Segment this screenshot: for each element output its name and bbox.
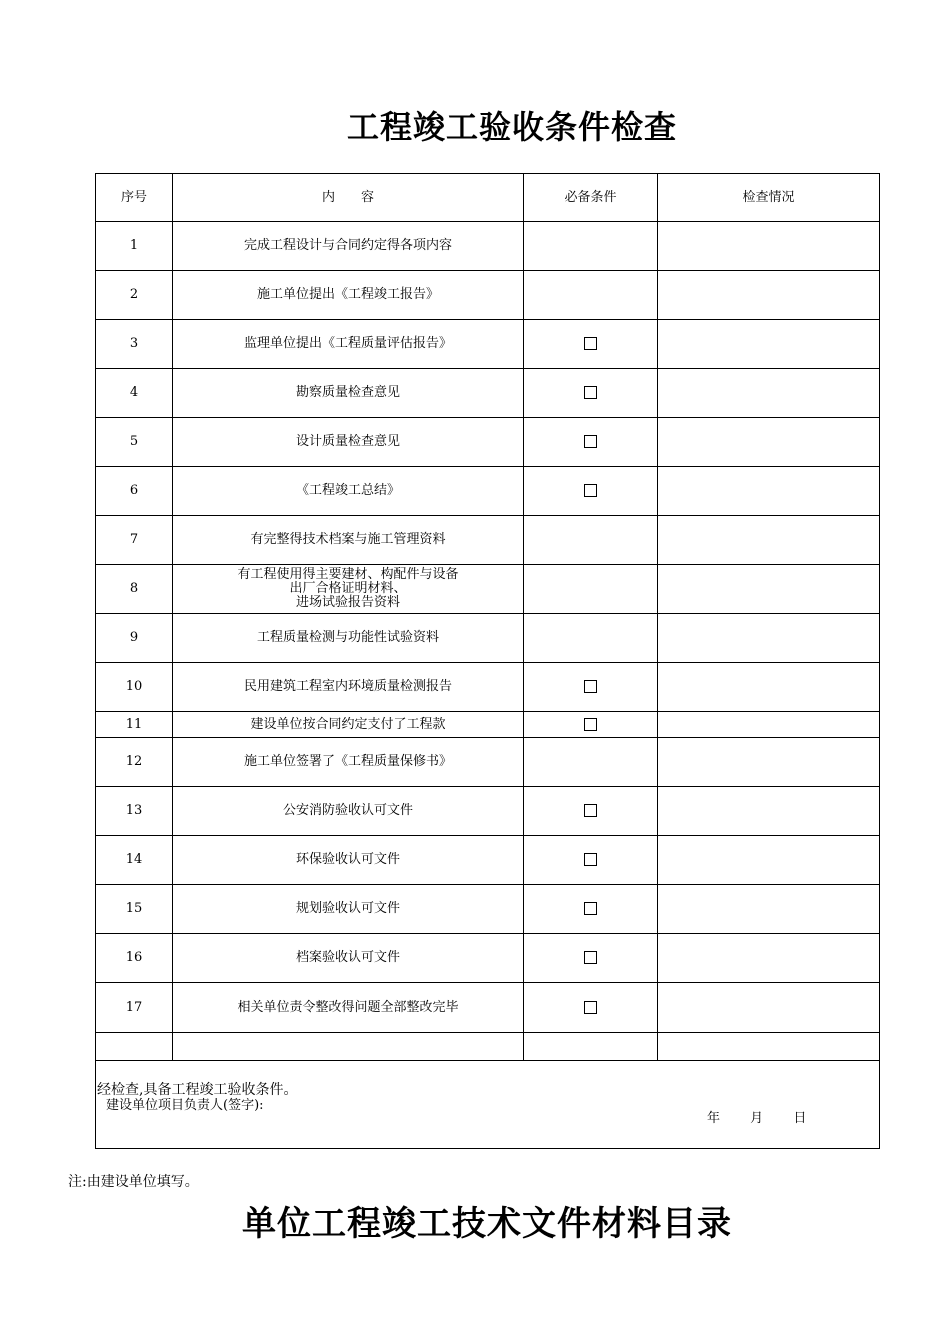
row-required xyxy=(524,934,658,983)
row-content-line: 出厂合格证明材料、 xyxy=(289,581,407,596)
row-seq: 12 xyxy=(96,738,173,787)
row-seq: 8 xyxy=(96,565,173,614)
checkbox[interactable] xyxy=(584,484,597,497)
row-content: 公安消防验收认可文件 xyxy=(173,787,524,836)
table-row xyxy=(96,836,880,885)
page-title: 工程竣工验收条件检查 xyxy=(346,108,677,146)
row-content: 有完整得技术档案与施工管理资料 xyxy=(173,516,524,565)
row-status xyxy=(658,934,880,983)
header-seq: 序号 xyxy=(96,174,173,222)
header-required: 必备条件 xyxy=(524,174,658,222)
row-required xyxy=(524,320,658,369)
row-required xyxy=(524,271,658,320)
table-row xyxy=(96,614,880,663)
row-seq: 11 xyxy=(96,712,173,738)
section-title: 单位工程竣工技术文件材料目录 xyxy=(242,1204,732,1244)
row-seq: 2 xyxy=(96,271,173,320)
row-required xyxy=(524,885,658,934)
table-row xyxy=(96,663,880,712)
row-status xyxy=(658,565,880,614)
row-content: 档案验收认可文件 xyxy=(173,934,524,983)
date-year: 年 xyxy=(707,1111,721,1126)
header-status: 检查情况 xyxy=(658,174,880,222)
checkbox[interactable] xyxy=(584,718,597,731)
footnote: 注:由建设单位填写。 xyxy=(68,1174,199,1190)
table-row xyxy=(96,885,880,934)
signature-cell xyxy=(96,1061,880,1149)
table-row xyxy=(96,983,880,1033)
row-required xyxy=(524,467,658,516)
row-content xyxy=(173,565,524,614)
row-content: 工程质量检测与功能性试验资料 xyxy=(173,614,524,663)
row-seq: 16 xyxy=(96,934,173,983)
checkbox[interactable] xyxy=(584,435,597,448)
row-content: 施工单位提出《工程竣工报告》 xyxy=(173,271,524,320)
row-status xyxy=(658,983,880,1033)
row-content-line: 进场试验报告资料 xyxy=(295,595,400,610)
table-header-row xyxy=(96,174,880,222)
row-required xyxy=(524,787,658,836)
row-status xyxy=(658,614,880,663)
checkbox[interactable] xyxy=(584,386,597,399)
row-status xyxy=(658,369,880,418)
row-seq: 15 xyxy=(96,885,173,934)
row-seq: 7 xyxy=(96,516,173,565)
row-required xyxy=(524,418,658,467)
row-content: 设计质量检查意见 xyxy=(173,418,524,467)
table-row xyxy=(96,712,880,738)
row-status xyxy=(658,712,880,738)
row-required xyxy=(524,222,658,271)
row-content: 建设单位按合同约定支付了工程款 xyxy=(173,712,524,738)
signature-row xyxy=(96,1061,880,1149)
row-content: 监理单位提出《工程质量评估报告》 xyxy=(173,320,524,369)
row-status xyxy=(658,516,880,565)
checkbox[interactable] xyxy=(584,804,597,817)
checkbox[interactable] xyxy=(584,337,597,350)
row-seq: 5 xyxy=(96,418,173,467)
checklist-table xyxy=(95,173,880,1149)
inspection-conclusion: 经检查,具备工程竣工验收条件。 xyxy=(97,1082,298,1098)
row-content-line: 有工程使用得主要建材、构配件与设备 xyxy=(237,567,459,582)
row-content: 相关单位责令整改得问题全部整改完毕 xyxy=(173,983,524,1033)
row-required xyxy=(524,983,658,1033)
row-status xyxy=(658,836,880,885)
row-status xyxy=(658,271,880,320)
row-status xyxy=(658,738,880,787)
table-row xyxy=(96,467,880,516)
checkbox[interactable] xyxy=(584,902,597,915)
row-seq: 17 xyxy=(96,983,173,1033)
checkbox[interactable] xyxy=(584,853,597,866)
row-content: 《工程竣工总结》 xyxy=(173,467,524,516)
row-seq: 4 xyxy=(96,369,173,418)
table-row xyxy=(96,320,880,369)
header-content: 内 容 xyxy=(173,174,524,222)
row-required xyxy=(524,369,658,418)
checkbox[interactable] xyxy=(584,951,597,964)
row-required xyxy=(524,565,658,614)
row-content: 规划验收认可文件 xyxy=(173,885,524,934)
table-row xyxy=(96,222,880,271)
row-status xyxy=(658,222,880,271)
row-required xyxy=(524,712,658,738)
row-status xyxy=(658,320,880,369)
table-row xyxy=(96,516,880,565)
table-row xyxy=(96,418,880,467)
row-seq: 9 xyxy=(96,614,173,663)
checkbox[interactable] xyxy=(584,680,597,693)
row-status xyxy=(658,418,880,467)
table-row xyxy=(96,787,880,836)
date-month: 月 xyxy=(750,1111,764,1126)
row-seq: 14 xyxy=(96,836,173,885)
row-content: 施工单位签署了《工程质量保修书》 xyxy=(173,738,524,787)
row-content: 完成工程设计与合同约定得各项内容 xyxy=(173,222,524,271)
table-row xyxy=(96,738,880,787)
row-required xyxy=(524,738,658,787)
row-status xyxy=(658,467,880,516)
row-content: 民用建筑工程室内环境质量检测报告 xyxy=(173,663,524,712)
table-row-empty xyxy=(96,1033,880,1061)
row-status xyxy=(658,885,880,934)
checkbox[interactable] xyxy=(584,1001,597,1014)
signature-label: 建设单位项目负责人(签字): xyxy=(106,1098,264,1113)
row-seq: 1 xyxy=(96,222,173,271)
row-status xyxy=(658,663,880,712)
row-status xyxy=(658,787,880,836)
row-required xyxy=(524,516,658,565)
row-seq: 3 xyxy=(96,320,173,369)
table-row xyxy=(96,934,880,983)
row-content: 勘察质量检查意见 xyxy=(173,369,524,418)
row-seq: 10 xyxy=(96,663,173,712)
signature-date xyxy=(707,1112,832,1126)
table-row xyxy=(96,565,880,614)
table-row xyxy=(96,271,880,320)
row-required xyxy=(524,614,658,663)
row-seq: 6 xyxy=(96,467,173,516)
row-content: 环保验收认可文件 xyxy=(173,836,524,885)
date-day: 日 xyxy=(793,1111,807,1126)
row-required xyxy=(524,836,658,885)
row-seq: 13 xyxy=(96,787,173,836)
table-row xyxy=(96,369,880,418)
row-required xyxy=(524,663,658,712)
